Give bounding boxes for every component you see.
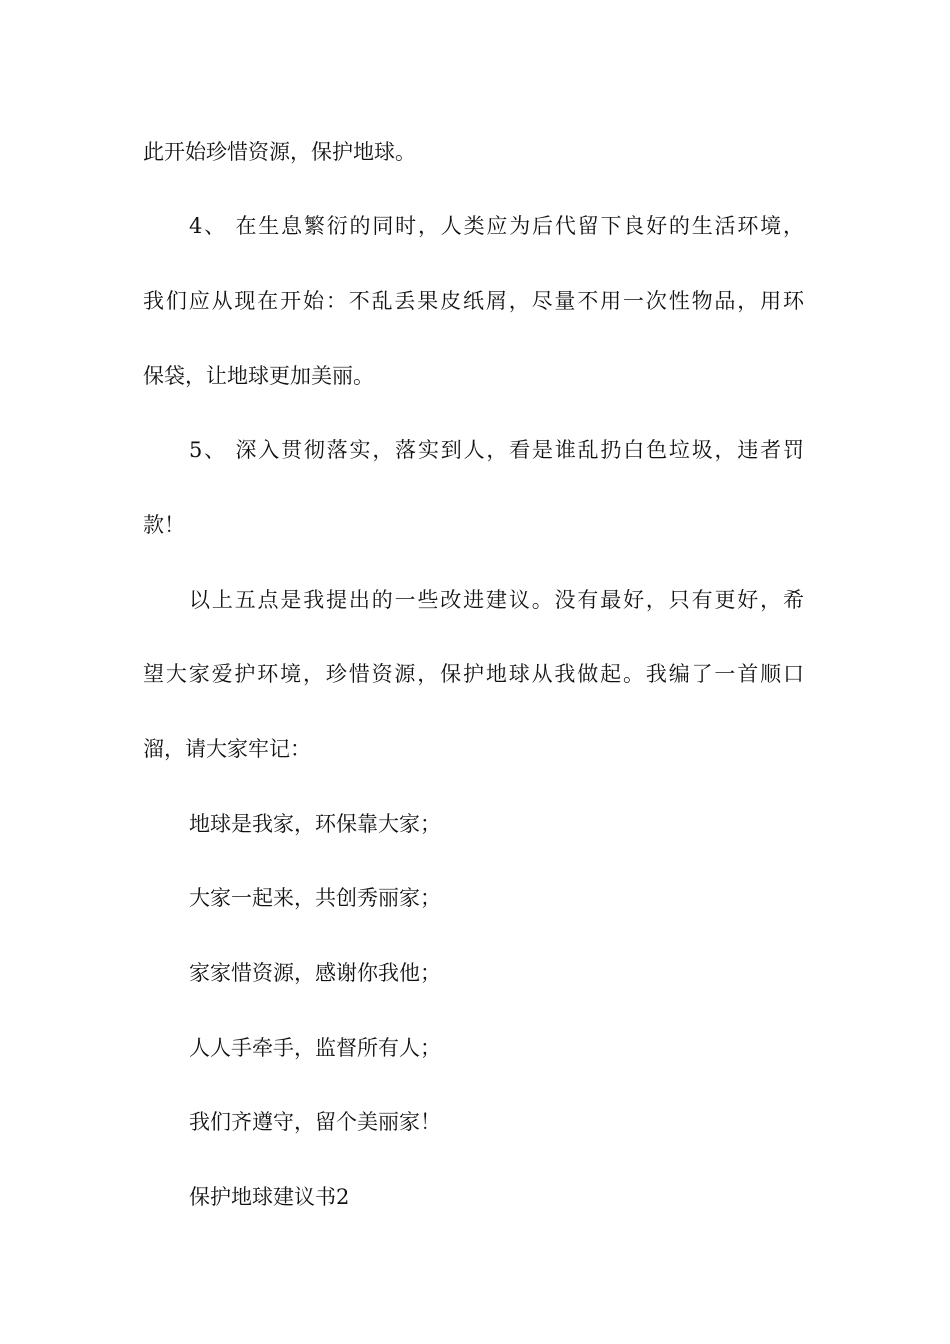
poem-line-4: 人人手牵手，监督所有人； [189, 1036, 441, 1060]
poem-line-3: 家家惜资源，感谢你我他； [189, 961, 441, 985]
poem-line-2: 大家一起来，共创秀丽家； [189, 886, 441, 910]
paragraph-line-7: 以上五点是我提出的一些改进建议。没有最好，只有更好，希 [189, 588, 804, 612]
paragraph-line-5: 5、 深入贯彻落实，落实到人，看是谁乱扔白色垃圾，违者罚 [189, 438, 804, 462]
paragraph-line-6: 款！ [143, 513, 185, 537]
poem-line-5: 我们齐遵守，留个美丽家！ [189, 1110, 441, 1134]
section-heading: 保护地球建议书2 [189, 1185, 350, 1209]
paragraph-line-9: 溜，请大家牢记： [143, 737, 311, 761]
paragraph-line-3: 我们应从现在开始：不乱丢果皮纸屑，尽量不用一次性物品，用环 [143, 289, 804, 313]
paragraph-line-2: 4、 在生息繁衍的同时，人类应为后代留下良好的生活环境， [189, 214, 804, 238]
paragraph-line-8: 望大家爱护环境，珍惜资源，保护地球从我做起。我编了一首顺口 [143, 662, 804, 686]
poem-line-1: 地球是我家，环保靠大家； [189, 812, 441, 836]
paragraph-line-1: 此开始珍惜资源，保护地球。 [143, 140, 416, 164]
paragraph-line-4: 保袋，让地球更加美丽。 [143, 364, 374, 388]
